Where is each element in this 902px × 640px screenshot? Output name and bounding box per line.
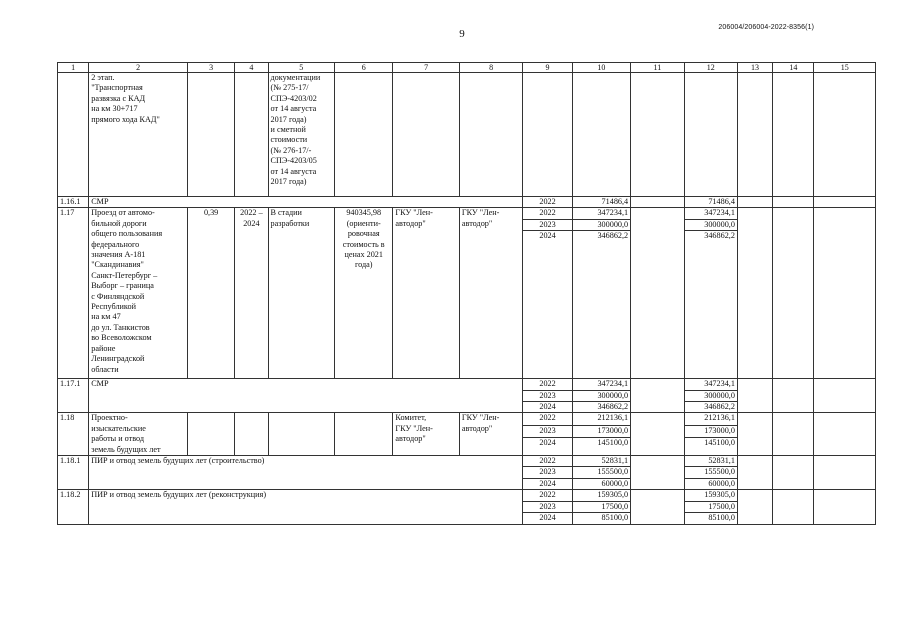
row-name: СМР — [89, 379, 523, 413]
budget-cell: 85100,0 — [684, 513, 737, 524]
object-name: Проезд от автомо- бильной дороги общего пользования федерального значения А-181 "Скандинавия" Санкт-Петербург – Выборг – граница с Финляндской Республикой на км 47 до ул. Танкистов во Всеволожском районе Ленинградской области — [89, 208, 188, 379]
table-row — [58, 73, 876, 197]
stage-cell: В стадии разработки — [268, 208, 334, 379]
total-cell: 346862,2 — [572, 231, 630, 242]
year-cell: 2024 — [523, 478, 572, 489]
budget-cell: 300000,0 — [684, 219, 737, 230]
row-name: ПИР и отвод земель будущих лет (строительство) — [89, 456, 523, 490]
table-row — [58, 413, 876, 425]
total-cell: 159305,0 — [572, 490, 630, 501]
budget-cell: 346862,2 — [684, 231, 737, 242]
year-cell: 2024 — [523, 402, 572, 413]
program-table — [57, 62, 876, 525]
budget-cell: 145100,0 — [684, 437, 737, 449]
total-cell: 346862,2 — [572, 402, 630, 413]
object-name: Проектно- изыскательские работы и отвод земель будущих лет — [89, 413, 188, 456]
budget-cell: 300000,0 — [684, 390, 737, 401]
budget-cell: 71486,4 — [684, 197, 737, 208]
table-row — [58, 379, 876, 390]
total-cell: 17500,0 — [572, 501, 630, 512]
column-number: 2 — [89, 63, 188, 73]
document-reference: документации (№ 275-17/ СПЭ-4203/02 от 14 августа 2017 года) и сметной стоимости (№ 276-17/- СПЭ-4203/05 от 14 августа 2017 года) — [268, 73, 334, 197]
year-cell: 2023 — [523, 501, 572, 512]
customer-cell: Комитет, ГКУ "Лен- автодор" — [393, 413, 459, 456]
total-cell: 212136,1 — [572, 413, 630, 425]
total-cell: 155500,0 — [572, 467, 630, 478]
year-cell: 2023 — [523, 467, 572, 478]
column-number: 5 — [268, 63, 334, 73]
total-cell: 347234,1 — [572, 208, 630, 219]
year-cell: 2022 — [523, 413, 572, 425]
budget-cell: 159305,0 — [684, 490, 737, 501]
column-number: 14 — [773, 63, 814, 73]
row-code: 1.17.1 — [58, 379, 89, 413]
total-cell: 173000,0 — [572, 425, 630, 437]
column-number: 11 — [631, 63, 684, 73]
column-number: 15 — [814, 63, 876, 73]
length-cell: 0,39 — [187, 208, 234, 379]
row-code: 1.16.1 — [58, 197, 89, 208]
column-number: 10 — [572, 63, 630, 73]
year-cell: 2024 — [523, 437, 572, 449]
total-cell: 300000,0 — [572, 219, 630, 230]
column-number: 1 — [58, 63, 89, 73]
cost-cell: 940345,98 (ориенти- ровочная стоимость в ценах 2021 года) — [335, 208, 393, 379]
table-row — [58, 208, 876, 219]
year-cell: 2023 — [523, 425, 572, 437]
row-code: 1.18.2 — [58, 490, 89, 524]
year-cell: 2022 — [523, 490, 572, 501]
year-cell: 2022 — [523, 197, 572, 208]
row-code: 1.18.1 — [58, 456, 89, 490]
column-number-row — [58, 63, 876, 73]
year-cell: 2023 — [523, 219, 572, 230]
budget-cell: 347234,1 — [684, 379, 737, 390]
column-number: 4 — [235, 63, 268, 73]
total-cell: 52831,1 — [572, 456, 630, 467]
total-cell: 85100,0 — [572, 513, 630, 524]
year-cell: 2022 — [523, 456, 572, 467]
budget-cell: 17500,0 — [684, 501, 737, 512]
table-row — [58, 456, 876, 467]
budget-cell: 346862,2 — [684, 402, 737, 413]
column-number: 3 — [187, 63, 234, 73]
column-number: 13 — [737, 63, 772, 73]
period-cell: 2022 – 2024 — [235, 208, 268, 379]
row-name: ПИР и отвод земель будущих лет (реконструкция) — [89, 490, 523, 524]
budget-cell: 60000,0 — [684, 478, 737, 489]
total-cell: 60000,0 — [572, 478, 630, 489]
table-row — [58, 490, 876, 501]
year-cell: 2024 — [523, 231, 572, 242]
column-number: 12 — [684, 63, 737, 73]
total-cell: 71486,4 — [572, 197, 630, 208]
total-cell: 300000,0 — [572, 390, 630, 401]
customer-cell: ГКУ "Лен- автодор" — [393, 208, 459, 379]
row-code: 1.17 — [58, 208, 89, 379]
column-number: 8 — [459, 63, 522, 73]
page-number: 9 — [459, 28, 465, 40]
budget-cell: 155500,0 — [684, 467, 737, 478]
column-number: 9 — [523, 63, 572, 73]
table-row — [58, 197, 876, 208]
year-cell: 2022 — [523, 208, 572, 219]
developer-cell: ГКУ "Лен- автодор" — [459, 208, 522, 379]
total-cell: 145100,0 — [572, 437, 630, 449]
year-cell: 2024 — [523, 513, 572, 524]
document-id: 206004/206004-2022-8356(1) — [718, 24, 814, 31]
budget-cell: 347234,1 — [684, 208, 737, 219]
budget-cell: 52831,1 — [684, 456, 737, 467]
budget-cell: 173000,0 — [684, 425, 737, 437]
budget-cell: 212136,1 — [684, 413, 737, 425]
developer-cell: ГКУ "Лен- автодор" — [459, 413, 522, 456]
column-number: 7 — [393, 63, 459, 73]
total-cell: 347234,1 — [572, 379, 630, 390]
row-name: СМР — [89, 197, 523, 208]
column-number: 6 — [335, 63, 393, 73]
year-cell: 2022 — [523, 379, 572, 390]
object-name: 2 этап. "Транспортная развязка с КАД на км 30+717 прямого хода КАД" — [89, 73, 188, 197]
row-code: 1.18 — [58, 413, 89, 456]
year-cell: 2023 — [523, 390, 572, 401]
